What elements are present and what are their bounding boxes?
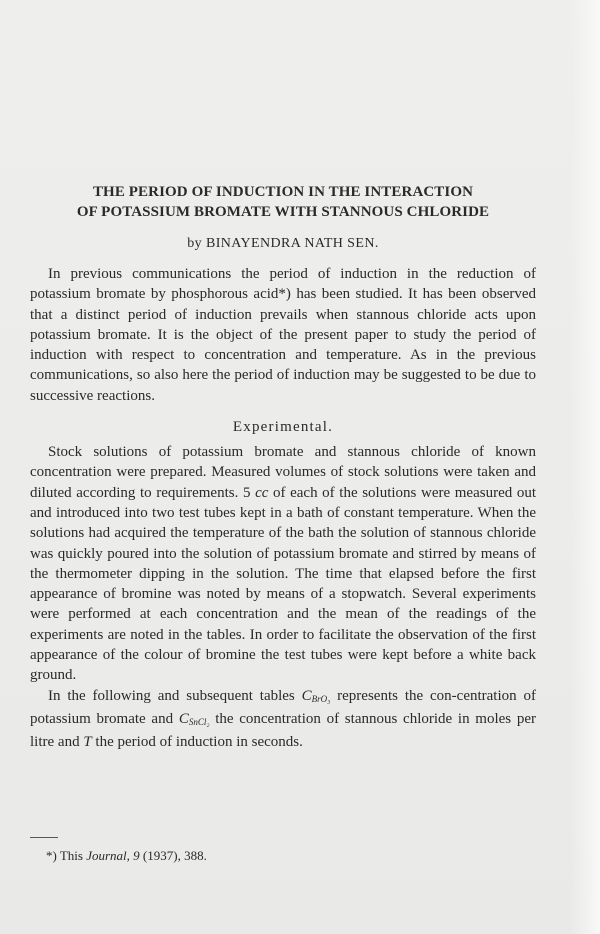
- intro-text-1: In previous communications the period of induction in the reduction of potassium bromate by phosphorous acid: [30, 266, 536, 303]
- exp-p2-text-c: the concentration of stannous chloride in moles per litre and: [30, 710, 536, 751]
- author-byline: by BINAYENDRA NATH SEN.: [187, 236, 379, 251]
- article-title: [30, 182, 536, 222]
- exp-p2-text-a: In the following and subsequent tables: [48, 687, 302, 704]
- footnote-ref: *): [278, 286, 291, 303]
- symbol-c-bro3: [302, 688, 331, 704]
- footnote-volume: 9: [133, 848, 140, 863]
- exp-p1-text-b: of each of the solutions were measured out and introduced into two test tubes kept in a bath of constant temperature. When the solutions had acquired the temperature of the bath the solution of stannous chloride was quickly poured into the solution of potassium bromate and stirred by means of the thermometer dipping in the solution. The time that elapsed before the first appearance of bromine was noted by means of a stopwatch. Several experiments were performed at each concentration and the mean of the readings of the experiments are noted in the tables. In order to facilitate the observation of the first appearance of the colour of bromine the test tubes were kept before a white back ground.: [30, 484, 536, 684]
- exp-p1-text-a: Stock solutions of potassium bromate and stannous chloride of known concentration were prepared. Measured volumes of stock solutions were taken and diluted according to requirements. 5: [30, 444, 536, 501]
- symbol-c-sncl2: [179, 711, 210, 727]
- title-line-2: OF POTASSIUM BROMATE WITH STANNOUS CHLORIDE: [76, 204, 490, 220]
- unit-cc: cc: [255, 484, 269, 501]
- title-line-1: THE PERIOD OF INDUCTION IN THE INTERACTION: [92, 184, 474, 200]
- experimental-paragraph-2: [30, 686, 536, 753]
- footnote-mark: *) This: [46, 848, 87, 863]
- exp-p2-text-d: the period of induction in seconds.: [91, 734, 303, 751]
- footnote-rest: (1937), 388.: [139, 848, 207, 863]
- c-letter-2: C: [178, 710, 189, 727]
- article-body: [30, 182, 536, 753]
- section-heading-experimental: Experimental.: [232, 419, 334, 436]
- footnote-divider: [30, 837, 58, 838]
- footnote: [46, 848, 207, 864]
- subscript-bro3: BrO₃: [311, 693, 331, 704]
- subscript-sncl2: SnCl₂: [188, 716, 210, 727]
- intro-paragraph: [30, 264, 536, 406]
- intro-text-2: has been studied. It has been observed that a distinct period of induction prevails when stannous chloride acts upon potassium bromate. It is the object of the present paper to study the period of induction with respect to concentration and temperature. As in the previous communications, so also here the period of induction may be suggested to be due to successive reactions.: [30, 286, 537, 404]
- experimental-paragraph-1: [30, 442, 536, 686]
- footnote-journal: Journal,: [86, 848, 130, 863]
- exp-p2-text-b: represents the con-centration of potassium bromate and: [30, 687, 536, 727]
- symbol-t: T: [83, 734, 92, 751]
- c-letter-1: C: [301, 687, 312, 704]
